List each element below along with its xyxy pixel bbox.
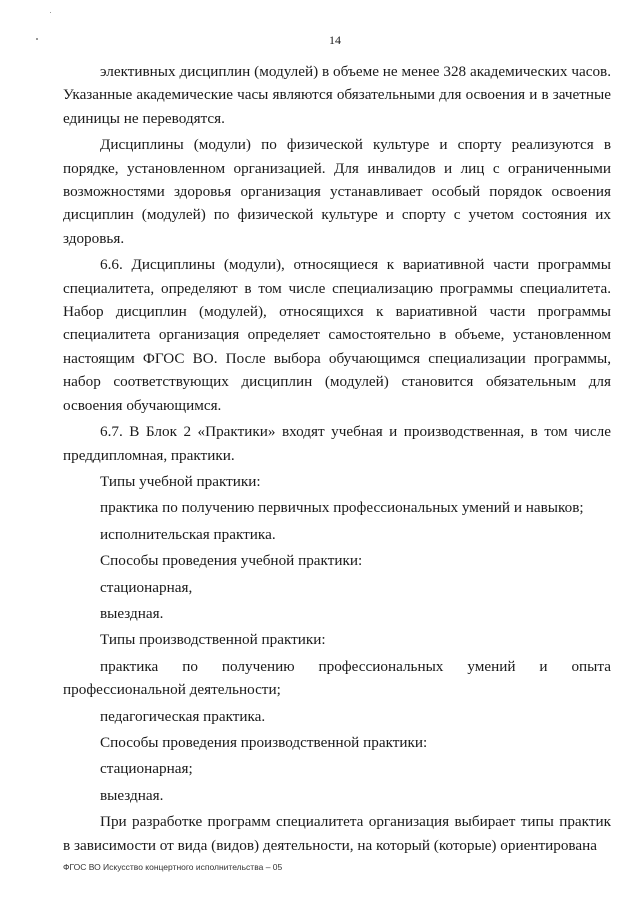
heading-methods-production-practice: Способы проведения производственной практики: [100, 733, 428, 751]
list-item-production-practice: педагогическая практика. [100, 707, 266, 725]
list-item-production-practice-continuation: профессиональной деятельности; [63, 681, 281, 699]
paragraph-6-7: 6.7. В Блок 2 «Практики» входят учебная и производственная, в том числе преддипломная, практики. [63, 423, 611, 464]
list-item-method: стационарная; [100, 760, 193, 778]
word: профессиональных [318, 657, 444, 675]
heading-methods-educational-practice: Способы проведения учебной практики: [100, 552, 363, 570]
list-item-method: выездная. [100, 786, 164, 804]
list-item-method: стационарная, [100, 578, 193, 596]
heading-types-educational-practice: Типы учебной практики: [100, 472, 261, 490]
word: опыта [571, 657, 611, 675]
word: и [539, 657, 548, 675]
word: умений [467, 657, 516, 675]
document-body [63, 60, 611, 857]
page-footer: ФГОС ВО Искусство концертного исполнительства – 05 [63, 862, 283, 872]
list-item-production-practice-first-line [63, 655, 611, 678]
list-item-method: выездная. [100, 604, 164, 622]
paragraph-physical-culture: Дисциплины (модули) по физической культуре и спорту реализуются в порядке, установленном организацией. Для инвалидов и лиц с ограниченными возможностями здоровья организация устанавливает особый порядок освоения дисциплин (модулей) по физической культуре и спорту с учетом состояния их здоровья. [63, 136, 611, 247]
paragraph-6-6: 6.6. Дисциплины (модули), относящиеся к вариативной части программы специалитета, определяют в том числе специализацию программы специалитета. Набор дисциплин (модулей), относящихся к вариативной части программы специалитета организация определяет самостоятельно в объеме, установленном настоящим ФГОС ВО. После выбора обучающимся специализации программы, набор соответствующих дисциплин (модулей) становится обязательным для освоения обучающимся. [63, 256, 611, 414]
scan-speck [50, 12, 51, 13]
paragraph-practice-selection: При разработке программ специалитета организация выбирает типы практик в зависимости от вида (видов) деятельности, на который (которые) ориентирована [63, 813, 611, 854]
heading-types-production-practice: Типы производственной практики: [100, 631, 326, 649]
word: по [182, 657, 198, 675]
word: практика [100, 657, 159, 675]
list-item-educational-practice: практика по получению первичных профессиональных умений и навыков; [100, 499, 584, 517]
page-number: 14 [329, 33, 341, 47]
paragraph-continuation: элективных дисциплин (модулей) в объеме не менее 328 академических часов. Указанные академические часы являются обязательными для освоения и в зачетные единицы не переводятся. [63, 63, 611, 127]
list-item-educational-practice: исполнительская практика. [100, 525, 276, 543]
word: получению [221, 657, 295, 675]
